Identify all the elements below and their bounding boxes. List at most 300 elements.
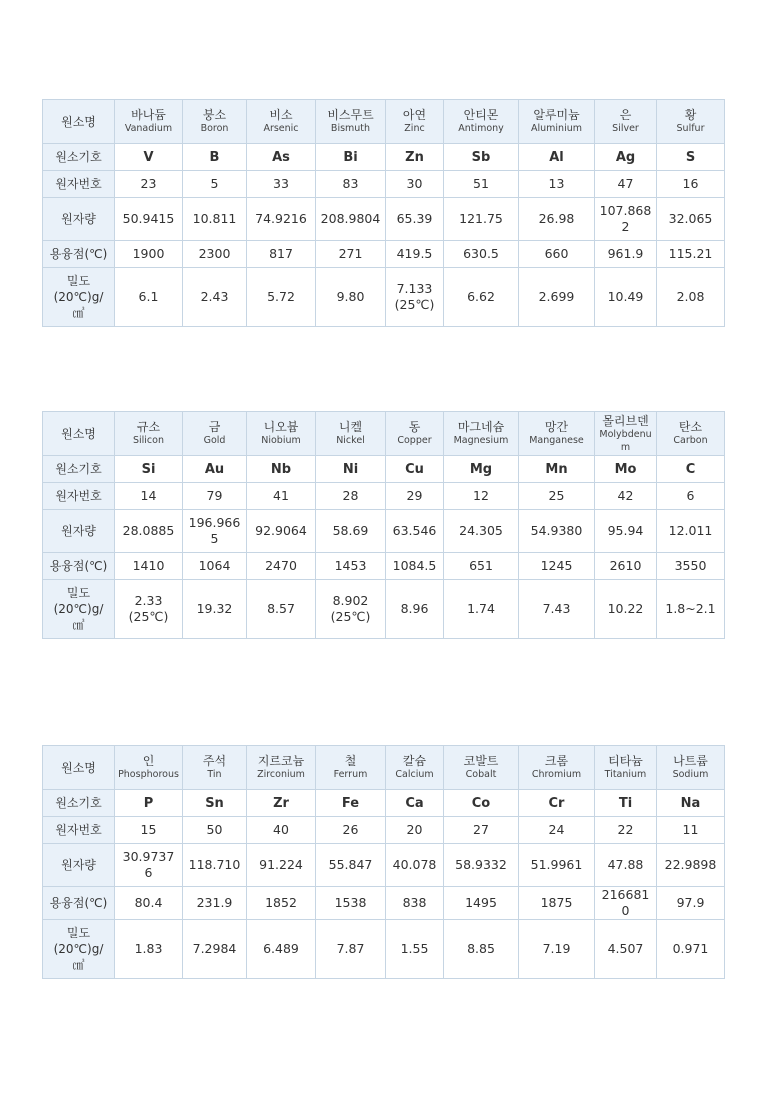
cell-weight — [386, 198, 444, 241]
cell-melting — [247, 241, 316, 268]
element-name-en: Phosphorous — [118, 769, 179, 780]
element-name-en: Gold — [203, 435, 226, 446]
element-name-ko: 티타늄 — [608, 754, 643, 768]
cell-number: 15 — [115, 817, 183, 844]
cell-number: 83 — [316, 171, 386, 198]
cell-name — [657, 746, 725, 790]
cell-number: 40 — [247, 817, 316, 844]
cell-line: 2.699 — [538, 289, 575, 304]
cell-name — [183, 412, 247, 456]
cell-symbol — [316, 456, 386, 483]
cell-symbol — [247, 456, 316, 483]
cell-line: 9.80 — [336, 289, 365, 304]
element-name-ko: 칼슘 — [402, 754, 427, 768]
element-symbol: Mo — [614, 461, 637, 477]
cell-line: 7.133 — [396, 281, 433, 296]
cell-number: 11 — [657, 817, 725, 844]
element-name-en: Tin — [207, 769, 222, 780]
cell-melting — [595, 553, 657, 580]
cell-line: 2610 — [609, 558, 642, 573]
cell-name — [386, 100, 444, 144]
cell-density — [386, 580, 444, 639]
table-row-name — [43, 746, 725, 790]
cell-melting — [519, 241, 595, 268]
cell-name — [595, 412, 657, 456]
cell-line: 10.811 — [192, 211, 237, 226]
cell-line: 1084.5 — [392, 558, 437, 573]
element-symbol: Sn — [205, 795, 224, 811]
cell-density — [115, 920, 183, 979]
cell-line: 838 — [402, 895, 427, 910]
cell-weight — [115, 844, 183, 887]
element-name-en: Vanadium — [124, 123, 173, 134]
element-symbol: As — [272, 149, 290, 165]
cell-name — [386, 412, 444, 456]
element-name-en: Copper — [397, 435, 432, 446]
cell-number: 25 — [519, 483, 595, 510]
cell-symbol — [386, 144, 444, 171]
row-label-melting: 용융점(℃) — [43, 241, 115, 268]
cell-line: 58.69 — [332, 523, 369, 538]
cell-line: 10.49 — [607, 289, 644, 304]
element-name-en: Calcium — [395, 769, 434, 780]
cell-line: 2 — [621, 219, 630, 234]
element-symbol: S — [685, 149, 696, 165]
cell-weight — [657, 198, 725, 241]
cell-line: 4.507 — [607, 941, 644, 956]
cell-melting — [444, 241, 519, 268]
cell-name — [247, 746, 316, 790]
cell-name — [657, 100, 725, 144]
cell-name — [519, 100, 595, 144]
element-name-ko: 동 — [408, 420, 421, 434]
cell-weight — [316, 510, 386, 553]
table-row-symbol — [43, 790, 725, 817]
element-name-ko: 아연 — [402, 108, 427, 122]
cell-density — [595, 920, 657, 979]
element-name-en: Aluminium — [531, 123, 582, 134]
cell-line: 271 — [338, 246, 363, 261]
element-name-ko: 비스무트 — [327, 108, 374, 122]
cell-density — [183, 268, 247, 327]
row-label-weight: 원자량 — [43, 510, 115, 553]
cell-density — [183, 580, 247, 639]
cell-line: (25℃) — [394, 297, 435, 312]
cell-line: 8.85 — [467, 941, 495, 956]
cell-symbol — [444, 456, 519, 483]
element-name-en: Carbon — [673, 435, 708, 446]
cell-line: 26.98 — [538, 211, 575, 226]
element-symbol: Co — [471, 795, 491, 811]
cell-line: 28.0885 — [122, 523, 175, 538]
element-name-ko: 마그네슘 — [457, 420, 505, 434]
cell-line: (25℃) — [128, 609, 169, 624]
cell-line: 1.83 — [134, 941, 163, 956]
cell-number: 27 — [444, 817, 519, 844]
row-label-line: ㎤ — [72, 306, 85, 320]
cell-line: 630.5 — [463, 246, 499, 261]
cell-line: 2300 — [198, 246, 231, 261]
row-label-name: 원소명 — [43, 412, 115, 456]
cell-symbol — [519, 144, 595, 171]
cell-weight — [316, 844, 386, 887]
element-name-en: Chromium — [531, 769, 582, 780]
element-symbol: Zn — [405, 149, 424, 165]
cell-name — [519, 412, 595, 456]
cell-line: 1538 — [334, 895, 367, 910]
cell-number: 30 — [386, 171, 444, 198]
element-symbol: Zr — [273, 795, 289, 811]
cell-weight — [247, 198, 316, 241]
cell-melting — [183, 887, 247, 920]
cell-density — [247, 920, 316, 979]
cell-density — [316, 920, 386, 979]
cell-melting — [595, 241, 657, 268]
cell-symbol — [183, 790, 247, 817]
cell-number: 79 — [183, 483, 247, 510]
cell-name — [316, 412, 386, 456]
cell-density — [595, 268, 657, 327]
element-name-en: Boron — [200, 123, 229, 134]
cell-line: 817 — [269, 246, 293, 261]
element-table — [42, 745, 725, 979]
element-name-ko: 인 — [142, 754, 155, 768]
cell-line: 8.96 — [400, 601, 429, 616]
cell-number: 26 — [316, 817, 386, 844]
row-label-density — [43, 920, 115, 979]
cell-weight — [519, 198, 595, 241]
cell-symbol — [444, 790, 519, 817]
element-symbol: P — [143, 795, 154, 811]
cell-weight — [115, 510, 183, 553]
cell-line: 8.57 — [267, 601, 295, 616]
element-name-ko: 비소 — [269, 108, 293, 122]
cell-melting — [595, 887, 657, 920]
element-name-en: Molybdenum — [599, 428, 652, 453]
cell-number: 16 — [657, 171, 725, 198]
table-row-weight — [43, 510, 725, 553]
cell-number: 22 — [595, 817, 657, 844]
row-label-symbol: 원소기호 — [43, 144, 115, 171]
cell-symbol — [519, 456, 595, 483]
table-row-name — [43, 100, 725, 144]
element-name-ko: 니켈 — [338, 420, 363, 434]
cell-line: 91.224 — [259, 857, 303, 872]
table-row-number — [43, 817, 725, 844]
cell-melting — [657, 553, 725, 580]
row-label-name: 원소명 — [43, 100, 115, 144]
cell-name — [316, 100, 386, 144]
element-name-en: Antimony — [458, 123, 504, 134]
cell-weight — [519, 510, 595, 553]
cell-line: 97.9 — [676, 895, 705, 910]
cell-symbol — [115, 790, 183, 817]
cell-symbol — [316, 790, 386, 817]
cell-line: 24.305 — [459, 523, 503, 538]
element-symbol: Sb — [471, 149, 491, 165]
cell-line: 5.72 — [267, 289, 295, 304]
cell-symbol — [183, 456, 247, 483]
cell-density — [657, 580, 725, 639]
row-label-number: 원자번호 — [43, 817, 115, 844]
element-name-ko: 크롬 — [544, 754, 569, 768]
row-label-name: 원소명 — [43, 746, 115, 790]
cell-melting — [519, 553, 595, 580]
cell-line: 22.9898 — [664, 857, 717, 872]
cell-line: 2.43 — [200, 289, 229, 304]
cell-line: 58.9332 — [455, 857, 507, 872]
element-name-ko: 나트륨 — [673, 754, 708, 768]
element-name-ko: 황 — [684, 108, 697, 122]
row-label-symbol: 원소기호 — [43, 456, 115, 483]
cell-line: 92.9064 — [255, 523, 307, 538]
cell-density — [595, 580, 657, 639]
cell-line: 2.08 — [676, 289, 705, 304]
element-name-ko: 은 — [619, 108, 632, 122]
cell-line: 32.065 — [668, 211, 713, 226]
cell-number: 14 — [115, 483, 183, 510]
table-row-name — [43, 412, 725, 456]
cell-symbol — [183, 144, 247, 171]
cell-density — [519, 580, 595, 639]
cell-weight — [519, 844, 595, 887]
cell-weight — [657, 844, 725, 887]
element-symbol: C — [685, 461, 696, 477]
element-name-en: Silicon — [132, 435, 164, 446]
cell-weight — [386, 510, 444, 553]
table-row-number — [43, 171, 725, 198]
cell-line: 1.74 — [467, 601, 495, 616]
element-name-en: Magnesium — [453, 435, 509, 446]
cell-weight — [444, 198, 519, 241]
cell-density — [444, 268, 519, 327]
cell-line: 196.966 — [188, 515, 241, 530]
element-symbol: Mn — [545, 461, 568, 477]
cell-line: 1900 — [132, 246, 165, 261]
cell-symbol — [444, 144, 519, 171]
cell-line: 30.9737 — [122, 849, 175, 864]
cell-melting — [386, 887, 444, 920]
cell-symbol — [595, 144, 657, 171]
cell-line: 1.8~2.1 — [665, 601, 716, 616]
cell-weight — [444, 844, 519, 887]
cell-number: 41 — [247, 483, 316, 510]
cell-line: 10.22 — [607, 601, 644, 616]
cell-number: 50 — [183, 817, 247, 844]
element-symbol: Cu — [405, 461, 424, 477]
cell-melting — [316, 553, 386, 580]
element-name-ko: 지르코늄 — [257, 754, 305, 768]
cell-line: 660 — [544, 246, 569, 261]
cell-line: 2470 — [265, 558, 297, 573]
row-label-line: 밀도 — [66, 586, 91, 600]
row-label-melting: 용융점(℃) — [43, 553, 115, 580]
element-name-ko: 니오븀 — [263, 420, 299, 434]
cell-name — [183, 746, 247, 790]
cell-line: 419.5 — [396, 246, 433, 261]
cell-line: 961.9 — [607, 246, 644, 261]
cell-symbol — [595, 790, 657, 817]
cell-density — [519, 268, 595, 327]
element-name-en: Zinc — [404, 123, 425, 134]
cell-symbol — [386, 790, 444, 817]
cell-symbol — [657, 456, 725, 483]
cell-symbol — [657, 144, 725, 171]
cell-line: 231.9 — [196, 895, 233, 910]
cell-symbol — [519, 790, 595, 817]
cell-name — [115, 412, 183, 456]
element-name-ko: 규소 — [136, 420, 161, 434]
cell-line: 95.94 — [607, 523, 644, 538]
cell-line: 118.710 — [188, 857, 241, 872]
element-name-en: Sulfur — [676, 123, 705, 134]
cell-line: 107.868 — [599, 203, 652, 218]
cell-number: 51 — [444, 171, 519, 198]
element-name-ko: 몰리브덴 — [602, 413, 649, 428]
row-label-density — [43, 580, 115, 639]
cell-density — [183, 920, 247, 979]
cell-line: 1495 — [465, 895, 497, 910]
element-name-ko: 철 — [344, 754, 357, 768]
element-name-en: Titanium — [604, 769, 647, 780]
cell-density — [316, 268, 386, 327]
cell-line: 12.011 — [668, 523, 713, 538]
row-label-line: (20℃)g/ — [53, 602, 104, 616]
cell-density — [657, 268, 725, 327]
cell-name — [115, 100, 183, 144]
element-name-en: Manganese — [529, 435, 584, 446]
row-label-line: (20℃)g/ — [53, 942, 104, 956]
cell-melting — [386, 553, 444, 580]
cell-line: 651 — [469, 558, 493, 573]
cell-line: 7.43 — [542, 601, 571, 616]
cell-symbol — [595, 456, 657, 483]
cell-melting — [247, 887, 316, 920]
cell-weight — [183, 198, 247, 241]
row-label-line: ㎤ — [72, 618, 85, 632]
cell-symbol — [247, 790, 316, 817]
element-name-ko: 금 — [208, 420, 221, 434]
cell-line: 55.847 — [328, 857, 373, 872]
element-name-en: Nickel — [336, 435, 365, 446]
cell-melting — [519, 887, 595, 920]
cell-line: 7.87 — [336, 941, 365, 956]
element-symbol: Ca — [405, 795, 424, 811]
cell-name — [444, 746, 519, 790]
element-name-en: Niobium — [261, 435, 301, 446]
cell-line: 7.19 — [542, 941, 571, 956]
cell-line: 6.1 — [138, 289, 159, 304]
cell-weight — [595, 510, 657, 553]
cell-density — [519, 920, 595, 979]
element-symbol: Na — [680, 795, 701, 811]
element-symbol: Ag — [615, 149, 636, 165]
cell-weight — [183, 844, 247, 887]
element-name-ko: 바나듐 — [131, 108, 166, 122]
cell-line: 1064 — [198, 558, 231, 573]
cell-line: 1410 — [132, 558, 165, 573]
cell-line: 6.62 — [467, 289, 495, 304]
cell-melting — [316, 241, 386, 268]
cell-melting — [247, 553, 316, 580]
cell-number: 6 — [657, 483, 725, 510]
element-table — [42, 411, 725, 639]
cell-line: 0 — [621, 903, 630, 918]
cell-weight — [247, 510, 316, 553]
table-row-weight — [43, 844, 725, 887]
row-label-line: (20℃)g/ — [53, 290, 104, 304]
cell-weight — [595, 844, 657, 887]
cell-line: 19.32 — [196, 601, 233, 616]
table-row-density — [43, 580, 725, 639]
cell-line: 1852 — [265, 895, 297, 910]
cell-weight — [386, 844, 444, 887]
cell-line: 6.489 — [263, 941, 299, 956]
element-symbol: Nb — [270, 461, 292, 477]
cell-weight — [247, 844, 316, 887]
element-name-ko: 탄소 — [678, 420, 703, 434]
cell-line: 2.33 — [134, 593, 163, 608]
cell-melting — [657, 887, 725, 920]
cell-melting — [183, 241, 247, 268]
cell-number: 42 — [595, 483, 657, 510]
cell-name — [595, 746, 657, 790]
element-name-en: Cobalt — [465, 769, 497, 780]
cell-number: 13 — [519, 171, 595, 198]
cell-melting — [115, 553, 183, 580]
cell-number: 47 — [595, 171, 657, 198]
cell-weight — [595, 198, 657, 241]
cell-melting — [115, 241, 183, 268]
cell-weight — [316, 198, 386, 241]
cell-symbol — [386, 456, 444, 483]
cell-name — [519, 746, 595, 790]
element-symbol: Ni — [342, 461, 359, 477]
cell-line: 208.9804 — [320, 211, 381, 226]
cell-name — [316, 746, 386, 790]
element-symbol: Ti — [618, 795, 633, 811]
cell-density — [444, 580, 519, 639]
cell-line: 3550 — [674, 558, 707, 573]
element-name-ko: 망간 — [544, 420, 569, 434]
row-label-number: 원자번호 — [43, 483, 115, 510]
table-row-symbol — [43, 144, 725, 171]
element-name-en: Zirconium — [257, 769, 305, 780]
element-symbol: Al — [549, 149, 564, 165]
table-row-melting — [43, 241, 725, 268]
row-label-line: 밀도 — [66, 926, 91, 940]
cell-line: (25℃) — [330, 609, 371, 624]
table-row-density — [43, 920, 725, 979]
row-label-symbol: 원소기호 — [43, 790, 115, 817]
element-symbol: B — [209, 149, 220, 165]
cell-line: 1.55 — [400, 941, 429, 956]
cell-line: 5 — [210, 531, 219, 546]
cell-line: 51.9961 — [530, 857, 583, 872]
cell-weight — [115, 198, 183, 241]
element-symbol: Cr — [548, 795, 565, 811]
cell-line: 1875 — [540, 895, 573, 910]
cell-line: 1245 — [540, 558, 573, 573]
cell-line: 50.9415 — [122, 211, 175, 226]
element-name-ko: 주석 — [202, 754, 227, 768]
cell-melting — [316, 887, 386, 920]
row-label-melting: 용융점(℃) — [43, 887, 115, 920]
element-name-en: Ferrum — [333, 769, 368, 780]
element-name-ko: 코발트 — [463, 754, 499, 768]
cell-name — [444, 100, 519, 144]
element-name-en: Silver — [612, 123, 639, 134]
